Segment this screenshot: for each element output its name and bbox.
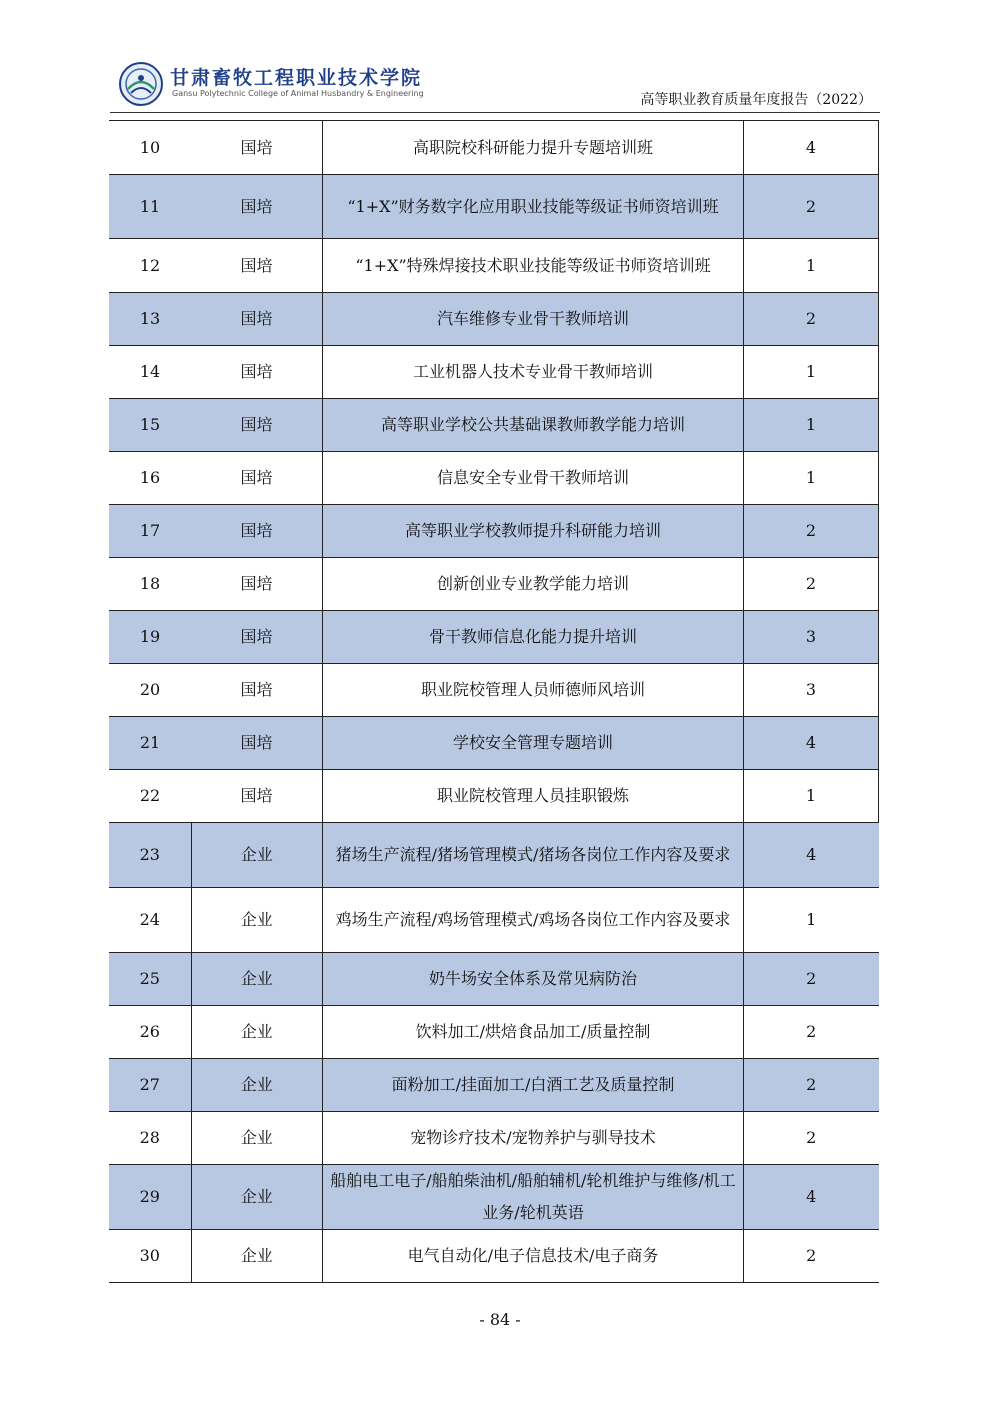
row-number: 26 bbox=[109, 1006, 191, 1059]
row-number: 15 bbox=[109, 399, 191, 452]
row-number: 24 bbox=[109, 888, 191, 953]
training-type: 国培 bbox=[191, 399, 323, 452]
participant-count: 2 bbox=[744, 175, 879, 239]
training-name: 学校安全管理专题培训 bbox=[323, 717, 744, 770]
training-type: 国培 bbox=[191, 558, 323, 611]
training-name: 高职院校科研能力提升专题培训班 bbox=[323, 121, 744, 175]
table-row bbox=[109, 293, 879, 346]
training-type: 企业 bbox=[191, 1112, 323, 1165]
training-type: 国培 bbox=[191, 664, 323, 717]
participant-count: 2 bbox=[744, 1059, 879, 1112]
participant-count: 1 bbox=[744, 239, 879, 293]
row-number: 20 bbox=[109, 664, 191, 717]
participant-count: 4 bbox=[744, 823, 879, 888]
header-divider bbox=[110, 112, 880, 113]
training-type: 国培 bbox=[191, 452, 323, 505]
training-table-body bbox=[109, 121, 879, 1283]
table-row bbox=[109, 823, 879, 888]
table-row bbox=[109, 664, 879, 717]
row-number: 23 bbox=[109, 823, 191, 888]
school-name-cn: 甘肃畜牧工程职业技术学院 bbox=[170, 67, 423, 89]
training-type: 企业 bbox=[191, 823, 323, 888]
training-name: 电气自动化/电子信息技术/电子商务 bbox=[323, 1230, 744, 1283]
participant-count: 4 bbox=[744, 121, 879, 175]
training-type: 企业 bbox=[191, 953, 323, 1006]
training-type: 国培 bbox=[191, 175, 323, 239]
training-name: “1+X”财务数字化应用职业技能等级证书师资培训班 bbox=[323, 175, 744, 239]
participant-count: 2 bbox=[744, 293, 879, 346]
table-row bbox=[109, 239, 879, 293]
training-name: 汽车维修专业骨干教师培训 bbox=[323, 293, 744, 346]
table-row bbox=[109, 1006, 879, 1059]
training-name: 高等职业学校教师提升科研能力培训 bbox=[323, 505, 744, 558]
row-number: 30 bbox=[109, 1230, 191, 1283]
training-name: 奶牛场安全体系及常见病防治 bbox=[323, 953, 744, 1006]
training-name: 职业院校管理人员挂职锻炼 bbox=[323, 770, 744, 823]
training-table bbox=[109, 120, 879, 1283]
training-type: 国培 bbox=[191, 121, 323, 175]
participant-count: 2 bbox=[744, 1112, 879, 1165]
row-number: 27 bbox=[109, 1059, 191, 1112]
training-name: 创新创业专业教学能力培训 bbox=[323, 558, 744, 611]
table-row bbox=[109, 770, 879, 823]
participant-count: 1 bbox=[744, 399, 879, 452]
participant-count: 1 bbox=[744, 770, 879, 823]
row-number: 18 bbox=[109, 558, 191, 611]
table-row bbox=[109, 1059, 879, 1112]
school-name-en: Gansu Polytechnic College of Animal Husbandry & Engineering bbox=[172, 89, 424, 98]
participant-count: 4 bbox=[744, 1165, 879, 1230]
table-row bbox=[109, 1230, 879, 1283]
row-number: 11 bbox=[109, 175, 191, 239]
table-row bbox=[109, 505, 879, 558]
row-number: 16 bbox=[109, 452, 191, 505]
training-name: 宠物诊疗技术/宠物养护与驯导技术 bbox=[323, 1112, 744, 1165]
training-type: 企业 bbox=[191, 1006, 323, 1059]
row-number: 10 bbox=[109, 121, 191, 175]
row-number: 14 bbox=[109, 346, 191, 399]
participant-count: 3 bbox=[744, 664, 879, 717]
table-row bbox=[109, 452, 879, 505]
participant-count: 1 bbox=[744, 888, 879, 953]
participant-count: 2 bbox=[744, 558, 879, 611]
participant-count: 4 bbox=[744, 717, 879, 770]
training-type: 企业 bbox=[191, 888, 323, 953]
training-type: 国培 bbox=[191, 717, 323, 770]
table-row bbox=[109, 558, 879, 611]
training-type: 国培 bbox=[191, 505, 323, 558]
row-number: 25 bbox=[109, 953, 191, 1006]
row-number: 19 bbox=[109, 611, 191, 664]
training-name: 职业院校管理人员师德师风培训 bbox=[323, 664, 744, 717]
training-name: 骨干教师信息化能力提升培训 bbox=[323, 611, 744, 664]
table-row bbox=[109, 121, 879, 175]
participant-count: 1 bbox=[744, 346, 879, 399]
training-name: 信息安全专业骨干教师培训 bbox=[323, 452, 744, 505]
participant-count: 3 bbox=[744, 611, 879, 664]
table-row bbox=[109, 399, 879, 452]
training-type: 企业 bbox=[191, 1230, 323, 1283]
row-number: 12 bbox=[109, 239, 191, 293]
training-name: 猪场生产流程/猪场管理模式/猪场各岗位工作内容及要求 bbox=[323, 823, 744, 888]
participant-count: 1 bbox=[744, 452, 879, 505]
school-emblem-icon bbox=[118, 61, 164, 107]
table-row bbox=[109, 888, 879, 953]
training-name: 高等职业学校公共基础课教师教学能力培训 bbox=[323, 399, 744, 452]
page-header bbox=[110, 55, 880, 115]
participant-count: 2 bbox=[744, 505, 879, 558]
table-row bbox=[109, 953, 879, 1006]
row-number: 17 bbox=[109, 505, 191, 558]
training-type: 国培 bbox=[191, 239, 323, 293]
table-row bbox=[109, 611, 879, 664]
training-type: 国培 bbox=[191, 293, 323, 346]
training-name: “1+X”特殊焊接技术职业技能等级证书师资培训班 bbox=[323, 239, 744, 293]
row-number: 28 bbox=[109, 1112, 191, 1165]
table-row bbox=[109, 1165, 879, 1230]
table-row bbox=[109, 1112, 879, 1165]
training-type: 国培 bbox=[191, 346, 323, 399]
participant-count: 2 bbox=[744, 1230, 879, 1283]
page-number: - 84 - bbox=[479, 1310, 521, 1329]
training-name: 船舶电工电子/船舶柴油机/船舶辅机/轮机维护与维修/机工业务/轮机英语 bbox=[323, 1165, 744, 1230]
training-type: 企业 bbox=[191, 1165, 323, 1230]
row-number: 22 bbox=[109, 770, 191, 823]
row-number: 21 bbox=[109, 717, 191, 770]
training-name: 鸡场生产流程/鸡场管理模式/鸡场各岗位工作内容及要求 bbox=[323, 888, 744, 953]
report-title: 高等职业教育质量年度报告（2022） bbox=[640, 92, 872, 108]
training-type: 国培 bbox=[191, 611, 323, 664]
row-number: 29 bbox=[109, 1165, 191, 1230]
training-type: 国培 bbox=[191, 770, 323, 823]
training-name: 饮料加工/烘焙食品加工/质量控制 bbox=[323, 1006, 744, 1059]
training-type: 企业 bbox=[191, 1059, 323, 1112]
participant-count: 2 bbox=[744, 1006, 879, 1059]
row-number: 13 bbox=[109, 293, 191, 346]
training-name: 面粉加工/挂面加工/白酒工艺及质量控制 bbox=[323, 1059, 744, 1112]
table-row bbox=[109, 175, 879, 239]
table-row bbox=[109, 346, 879, 399]
participant-count: 2 bbox=[744, 953, 879, 1006]
training-name: 工业机器人技术专业骨干教师培训 bbox=[323, 346, 744, 399]
table-row bbox=[109, 717, 879, 770]
